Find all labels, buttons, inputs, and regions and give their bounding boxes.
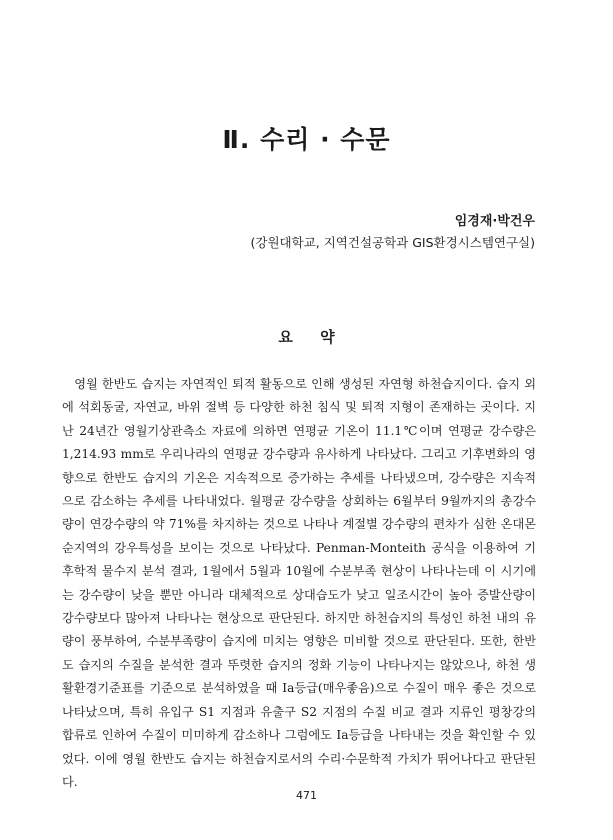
chapter-title: Ⅱ. 수리 · 수문 xyxy=(222,125,391,154)
abstract-heading: 요 약 xyxy=(278,328,335,346)
author-affiliation: (강원대학교, 지역건설공학과 GIS환경시스템연구실) xyxy=(250,235,535,250)
abstract-body: 영월 한반도 습지는 자연적인 퇴적 활동으로 인해 생성된 자연형 하천습지이다. 습지 외에 석회동굴, 자연교, 바위 절벽 등 다양한 하천 침식 및 퇴적 지형이 존재하는 곳이다. 지난 24년간 영월기상관측소 자료에 의하면 연평균 기온이 11.1℃이며 연평균 강수량은 1,214.93 mm로 우리나라의 연평균 강수량과 유사하게 나타났다. 그리고 기후변화의 영향으로 한반도 습지의 기온은 지속적으로 증가하는 추세를 나타냈으며, 강수량은 지속적으로 감소하는 추세를 나타내었다. 월평균 강수량을 상회하는 6월부터 9월까지의 총강수량이 연강수량의 약 71%를 차지하는 것으로 나타나 계절별 강수량의 편차가 심한 온대몬순지역의 강우특성을 보이는 것으로 나타났다. Penman-Monteith 공식을 이용하여 기후학적 물수지 분석 결과, 1월에서 5월과 10월에 수분부족 현상이 나타나는데 이 시기에는 강수량이 낮을 뿐만 아니라 대체적으로 상대습도가 낮고 일조시간이 높아 증발산량이 강수량보다 많아져 나타나는 현상으로 판단된다. 하지만 하천습지의 특성인 하천 내의 유량이 풍부하여, 수분부족량이 습지에 미치는 영향은 미비할 것으로 판단된다. 또한, 한반도 습지의 수질을 분석한 결과 뚜렷한 습지의 정화 기능이 나타나지는 않았으나, 하천 생활환경기준표를 기준으로 분석하였을 때 Ia등급(매우좋음)으로 수질이 매우 좋은 것으로 나타났으며, 특히 유입구 S1 지점과 유출구 S2 지점의 수질 비교 결과 지류인 평창강의 합류로 인하여 수질이 미미하게 감소하나 그럼에도 Ia등급을 나타내는 것을 확인할 수 있었다. 이에 영월 한반도 습지는 하천습지로서의 수리·수문학적 가치가 뛰어나다고 판단된다. xyxy=(62,377,536,789)
page-number: 471 xyxy=(296,789,317,802)
author-names: 임경재·박건우 xyxy=(454,214,535,229)
